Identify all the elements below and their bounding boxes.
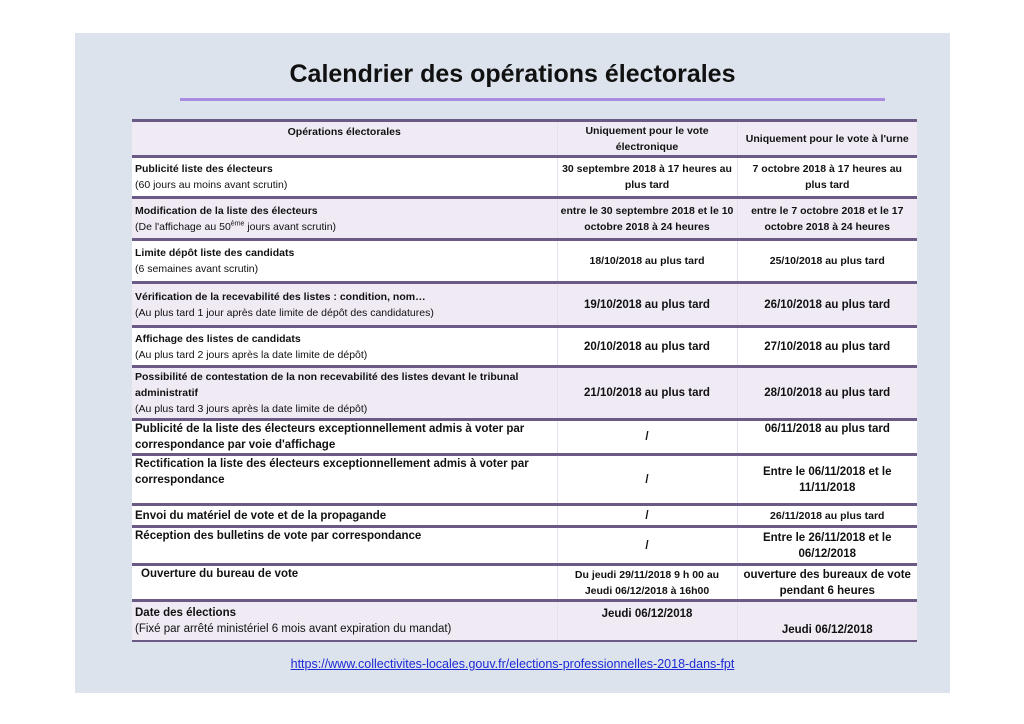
note-superscript: ème [230,220,245,227]
note-part: (De l'affichage au 50 [135,220,231,233]
operation-label: Rectification la liste des électeurs exceptionnellement admis à voter par correspondance [135,458,529,486]
operation-label: Affichage des listes de candidats [135,332,301,345]
electronic-cell: entre le 30 septembre 2018 et le 10 octobre 2018 à 24 heures [557,198,737,240]
operation-note: (Au plus tard 3 jours après la date limite de dépôt) [135,403,368,415]
table-row [132,157,917,198]
operation-label: Ouverture du bureau de vote [141,568,299,580]
operation-label: Possibilité de contestation de la non recevabilité des listes devant le tribunal administratif [135,371,519,399]
electronic-cell: / [557,505,737,527]
operation-cell [132,240,557,283]
electronic-cell: Jeudi 06/12/2018 [557,601,737,641]
operation-label: Date des élections [135,606,236,619]
operation-note: (Fixé par arrêté ministériel 6 mois avant expiration du mandat) [135,622,452,635]
urne-cell: ouverture des bureaux de vote pendant 6 heures [737,565,917,601]
operation-cell [132,527,557,565]
table-row [132,327,917,367]
table-row [132,240,917,283]
operation-label: Publicité liste des électeurs [135,163,273,175]
electronic-cell: / [557,455,737,505]
slide [75,33,950,693]
note-part: jours avant scrutin) [244,220,337,233]
operation-label: Réception des bulletins de vote par correspondance [135,530,422,542]
electronic-cell: 21/10/2018 au plus tard [557,367,737,420]
operation-cell [132,565,557,601]
operation-cell [132,455,557,505]
operation-cell [132,327,557,367]
electronic-cell: 20/10/2018 au plus tard [557,327,737,367]
operation-cell [132,198,557,240]
operation-label: Publicité de la liste des électeurs exceptionnellement admis à voter par correspondance par voie d'affichage [135,423,525,451]
title-underline [180,98,885,101]
operation-note: (60 jours au moins avant scrutin) [135,179,288,191]
urne-cell: 06/11/2018 au plus tard [737,420,917,455]
urne-cell: entre le 7 octobre 2018 et le 17 octobre 2018 à 24 heures [737,198,917,240]
table-row [132,455,917,505]
header-urne: Uniquement pour le vote à l'urne [737,121,917,157]
urne-cell: 28/10/2018 au plus tard [737,367,917,420]
table-row [132,527,917,565]
operation-cell [132,157,557,198]
operation-note: (Au plus tard 2 jours après la date limite de dépôt) [135,348,368,361]
header-operations: Opérations électorales [132,121,557,157]
table-header-row [132,121,917,157]
urne-cell: Entre le 26/11/2018 et le 06/12/2018 [737,527,917,565]
operation-label: Limite dépôt liste des candidats [135,247,295,259]
table-row [132,367,917,420]
operation-cell [132,505,557,527]
table-row [132,565,917,601]
urne-cell: 25/10/2018 au plus tard [737,240,917,283]
header-electronic: Uniquement pour le vote électronique [557,121,737,157]
table-row [132,198,917,240]
operation-note: (6 semaines avant scrutin) [135,263,259,275]
electronic-cell: Du jeudi 29/11/2018 9 h 00 au Jeudi 06/12/2018 à 16h00 [557,565,737,601]
urne-cell: 7 octobre 2018 à 17 heures au plus tard [737,157,917,198]
urne-cell: Entre le 06/11/2018 et le 11/11/2018 [737,455,917,505]
operation-label: Modification de la liste des électeurs [135,204,318,217]
page-title: Calendrier des opérations électorales [289,60,736,88]
urne-cell: 26/11/2018 au plus tard [737,505,917,527]
table-row [132,420,917,455]
electronic-cell: 18/10/2018 au plus tard [557,240,737,283]
urne-cell: Jeudi 06/12/2018 [737,601,917,641]
table-row [132,505,917,527]
operation-label: Vérification de la recevabilité des listes : condition, nom… [135,290,426,303]
operation-note: (Au plus tard 1 jour après date limite de dépôt des candidatures) [135,306,434,319]
electronic-cell: / [557,527,737,565]
operation-cell [132,367,557,420]
urne-cell: 27/10/2018 au plus tard [737,327,917,367]
calendar-table [132,119,917,642]
operation-note [135,219,554,235]
table-row [132,601,917,641]
operation-cell [132,283,557,327]
operation-cell [132,601,557,641]
urne-cell: 26/10/2018 au plus tard [737,283,917,327]
operation-cell [132,420,557,455]
source-link[interactable]: https://www.collectivites-locales.gouv.fr/elections-professionnelles-2018-dans-fpt [290,657,735,671]
electronic-cell: 30 septembre 2018 à 17 heures au plus tard [557,157,737,198]
operation-label: Envoi du matériel de vote et de la propagande [135,509,387,522]
table-row [132,283,917,327]
electronic-cell: / [557,420,737,455]
electronic-cell: 19/10/2018 au plus tard [557,283,737,327]
